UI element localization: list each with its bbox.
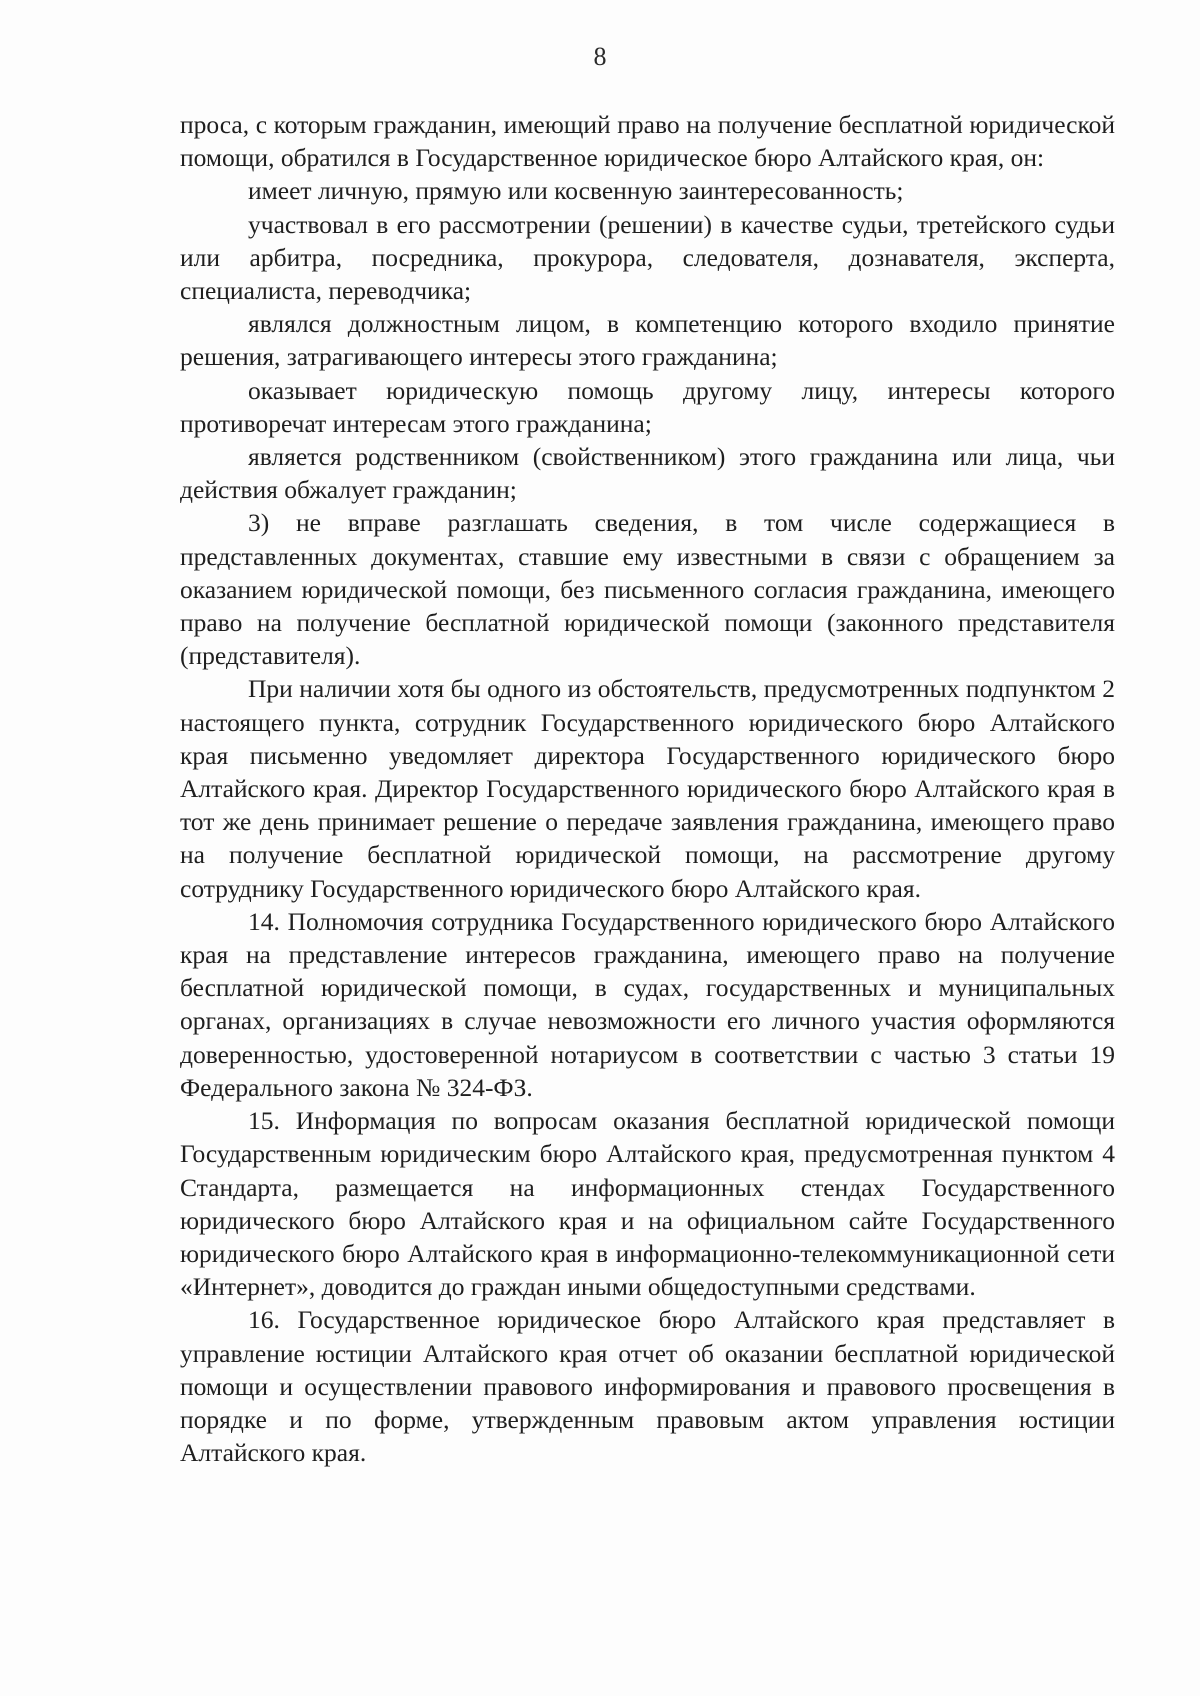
document-body [180, 108, 1115, 1469]
paragraph-participation: участвовал в его рассмотрении (решении) в качестве судьи, третейского судьи или арбитра, посредника, прокурора, следователя, дознавателя, эксперта, специалиста, переводчика; [180, 209, 1115, 306]
paragraph-continuation: проса, с которым гражданин, имеющий право на получение бесплатной юридической помощи, обратился в Государственное юридическое бюро Алтайского края, он: [180, 110, 1115, 173]
paragraph-official: являлся должностным лицом, в компетенцию которого входило принятие решения, затрагивающего интересы этого гражданина; [180, 309, 1115, 372]
paragraph-relative: является родственником (свойственником) этого гражданина или лица, чьи действия обжалует гражданин; [180, 442, 1115, 505]
paragraph-legal-help: оказывает юридическую помощь другому лицу, интересы которого противоречат интересам этого гражданина; [180, 375, 1115, 438]
paragraph-item-16: 16. Государственное юридическое бюро Алтайского края представляет в управление юстиции Алтайского края отчет об оказании бесплатной юридической помощи и осуществлении правового информирования и правового просвещения в порядке и по форме, утвержденным правовым актом управления юстиции Алтайского края. [180, 1305, 1115, 1468]
page-number: 8 [593, 42, 607, 71]
paragraph-item-3: 3) не вправе разглашать сведения, в том числе содержащиеся в представленных документах, ставшие ему известными в связи с обращением за оказанием юридической помощи, без письменного согласия гражданина, имеющего право на получение бесплатной юридической помощи (законного представителя (представителя). [180, 508, 1115, 671]
paragraph-item-14: 14. Полномочия сотрудника Государственного юридического бюро Алтайского края на представление интересов гражданина, имеющего право на получение бесплатной юридической помощи, в судах, государственных и муниципальных органах, организациях в случае невозможности его личного участия оформляются доверенностью, удостоверенной нотариусом в соответствии с частью 3 статьи 19 Федерального закона № 324-ФЗ. [180, 906, 1115, 1102]
paragraph-item-15: 15. Информация по вопросам оказания бесплатной юридической помощи Государственным юридическим бюро Алтайского края, предусмотренная пунктом 4 Стандарта, размещается на информационных стендах Государственного юридического бюро Алтайского края и на официальном сайте Государственного юридического бюро Алтайского края в информационно-телекоммуникационной сети «Интернет», доводится до граждан иными общедоступными средствами. [180, 1106, 1115, 1302]
paragraph-circumstances: При наличии хотя бы одного из обстоятельств, предусмотренных подпунктом 2 настоящего пункта, сотрудник Государственного юридического бюро Алтайского края письменно уведомляет директора Государственного юридического бюро Алтайского края. Директор Государственного юридического бюро Алтайского края в тот же день принимает решение о передаче заявления гражданина, имеющего право на получение бесплатной юридической помощи, на рассмотрение другому сотруднику Государственного юридического бюро Алтайского края. [180, 674, 1115, 903]
paragraph-interest: имеет личную, прямую или косвенную заинтересованность; [248, 176, 904, 206]
